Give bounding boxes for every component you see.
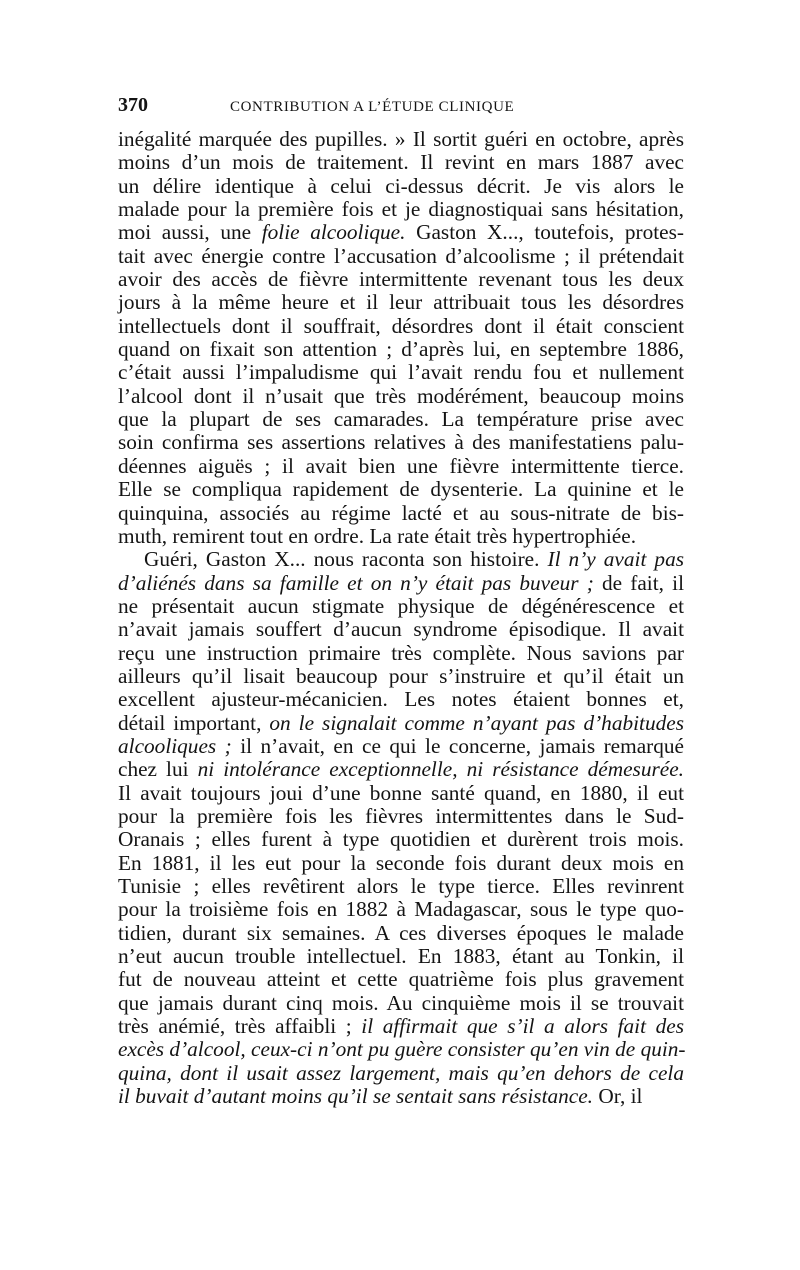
text-line — [118, 688, 684, 711]
text-line — [118, 735, 684, 758]
text-line — [118, 992, 684, 1015]
text-segment: n’eut aucun trouble intellectuel. En 1883, étant au Tonkin, il — [118, 944, 684, 969]
text-line — [118, 1038, 684, 1061]
text-segment: Or, il — [593, 1084, 643, 1109]
text-line — [118, 828, 684, 851]
italic-text: il affirmait que s’il a alors fait des — [361, 1014, 684, 1039]
text-segment: c’était aussi l’impaludisme qui l’avait rendu fou et nullement — [118, 360, 684, 385]
text-segment: moins d’un mois de traitement. Il revint en mars 1887 avec — [118, 150, 684, 175]
text-segment: ailleurs qu’il lisait beaucoup pour s’instruire et qu’il était un — [118, 663, 684, 688]
text-segment: excellent ajusteur-mécanicien. Les notes étaient bonnes et, — [118, 687, 684, 712]
text-line — [118, 385, 684, 408]
text-line — [118, 455, 684, 478]
text-segment: chez lui — [118, 757, 198, 782]
text-segment: avoir des accès de fièvre intermittente revenant tous les deux — [118, 267, 684, 292]
text-segment: pour la troisième fois en 1882 à Madagascar, sous le type quo- — [118, 897, 684, 922]
text-line — [118, 1085, 684, 1108]
running-head — [118, 93, 598, 121]
text-segment: fut de nouveau atteint et cette quatrième fois plus gravement — [118, 967, 684, 992]
text-line — [118, 1062, 684, 1085]
text-segment: tidien, durant six semaines. A ces diverses époques le malade — [118, 920, 684, 945]
text-segment: déennes aiguës ; il avait bien une fièvre intermittente tierce. — [118, 453, 684, 478]
text-line — [118, 852, 684, 875]
text-segment: Tunisie ; elles revêtirent alors le type tierce. Elles revinrent — [118, 874, 684, 898]
text-line — [118, 898, 684, 921]
page-number: 370 — [118, 94, 148, 116]
body-text — [118, 128, 684, 1108]
italic-text: excès d’alcool, ceux-ci n’ont pu guère consister qu’en vin de quin- — [118, 1037, 686, 1062]
italic-text: d’aliénés dans sa famille et on n’y était pas buveur ; — [118, 570, 594, 595]
text-line — [118, 502, 684, 525]
text-line — [118, 618, 684, 641]
italic-text: quina, dont il usait assez largement, mais qu’en dehors de cela — [118, 1060, 684, 1085]
text-line — [118, 758, 684, 781]
text-segment: malade pour la première fois et je diagnostiquai sans hésitation, — [118, 197, 684, 222]
text-segment: ne présentait aucun stigmate physique de dégénérescence et — [118, 593, 684, 618]
text-segment: Il avait toujours joui d’une bonne santé quand, en 1880, il eut — [118, 780, 684, 805]
text-segment: moi aussi, une — [118, 220, 262, 245]
text-line — [118, 1015, 684, 1038]
italic-text: folie alcoolique. — [261, 220, 406, 245]
text-line — [118, 595, 684, 618]
text-segment: Oranais ; elles furent à type quotidien et durèrent trois mois. — [118, 827, 684, 852]
text-line — [118, 968, 684, 991]
text-segment: très anémié, très affaibli ; — [118, 1014, 362, 1039]
text-line — [118, 221, 684, 244]
text-segment: un délire identique à celui ci-dessus décrit. Je vis alors le — [118, 173, 684, 198]
text-segment: Elle se compliqua rapidement de dysenterie. La quinine et le — [118, 477, 684, 502]
text-line — [118, 338, 684, 361]
text-segment: Gaston X..., toutefois, protes- — [405, 220, 684, 245]
text-line — [118, 245, 684, 268]
text-line — [118, 642, 684, 665]
text-line — [118, 805, 684, 828]
text-line — [118, 408, 684, 431]
text-segment: tait avec énergie contre l’accusation d’alcoolisme ; il prétendait — [118, 243, 684, 268]
text-line — [118, 291, 684, 314]
text-segment: détail important, — [118, 710, 270, 735]
text-line — [118, 431, 684, 454]
text-segment: En 1881, il les eut pour la seconde fois durant deux mois en — [118, 850, 684, 875]
text-line — [118, 151, 684, 174]
text-line — [118, 268, 684, 291]
running-title: CONTRIBUTION A L’ÉTUDE CLINIQUE — [230, 99, 515, 115]
text-segment: pour la première fois les fièvres intermittentes dans le Sud- — [118, 803, 684, 828]
text-segment: reçu une instruction primaire très complète. Nous savions par — [118, 640, 684, 665]
text-segment: jours à la même heure et il leur attribuait tous les désordres — [118, 290, 684, 315]
text-segment: de fait, il — [593, 570, 684, 595]
text-line — [118, 712, 684, 735]
text-segment: que la plupart de ses camarades. La température prise avec — [118, 407, 684, 432]
text-line — [118, 922, 684, 945]
italic-text: Il n’y avait pas — [547, 547, 684, 572]
text-line — [118, 175, 684, 198]
text-line — [118, 875, 684, 898]
text-segment: inégalité marquée des pupilles. » Il sortit guéri en octobre, après — [118, 127, 684, 151]
text-line — [118, 782, 684, 805]
text-segment: n’avait jamais souffert d’aucun syndrome épisodique. Il avait — [118, 617, 684, 642]
italic-text: on le signalait comme n’ayant pas d’habitudes — [269, 710, 685, 735]
text-line — [118, 945, 684, 968]
text-segment: il n’avait, en ce qui le concerne, jamais remarqué — [231, 733, 684, 758]
text-segment: soin confirma ses assertions relatives à des manifestatiens palu- — [118, 430, 684, 455]
text-segment: Guéri, Gaston X... nous raconta son histoire. — [144, 547, 548, 572]
text-segment: quinquina, associés au régime lacté et au sous-nitrate de bis- — [118, 500, 684, 525]
italic-text: ni intolérance exceptionnelle, ni résistance démesurée. — [197, 757, 684, 782]
italic-text: il buvait d’autant moins qu’il se sentait sans résistance. — [118, 1084, 594, 1109]
text-line — [118, 548, 684, 571]
text-line — [118, 525, 684, 548]
text-line — [118, 361, 684, 384]
text-segment: quand on fixait son attention ; d’après lui, en septembre 1886, — [118, 337, 684, 362]
text-segment: muth, remirent tout en ordre. La rate était très hypertrophiée. — [118, 523, 637, 548]
text-line — [118, 478, 684, 501]
text-line — [118, 128, 684, 151]
italic-text: alcooliques ; — [118, 733, 232, 758]
text-segment: intellectuels dont il souffrait, désordres dont il était conscient — [118, 313, 684, 338]
text-segment: l’alcool dont il n’usait que très modérément, beaucoup moins — [118, 383, 684, 408]
text-line — [118, 198, 684, 221]
text-line — [118, 572, 684, 595]
text-segment: que jamais durant cinq mois. Au cinquième mois il se trouvait — [118, 990, 684, 1015]
text-line — [118, 315, 684, 338]
text-line — [118, 665, 684, 688]
